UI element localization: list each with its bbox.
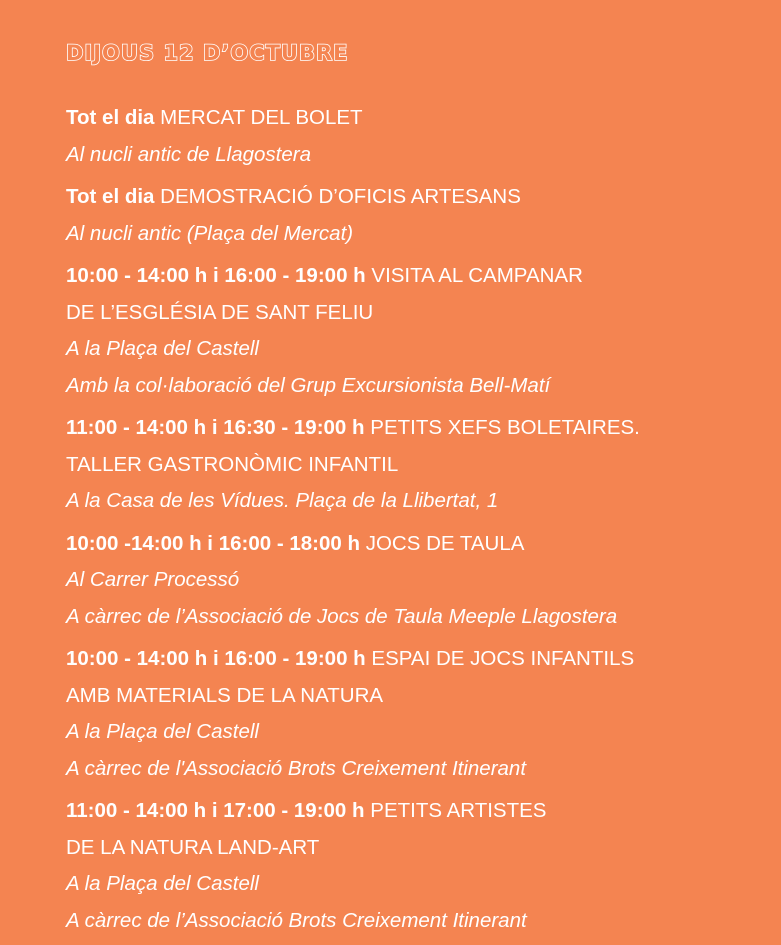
event-location: Al nucli antic (Plaça del Mercat)	[66, 221, 354, 245]
event-location: Al nucli antic de Llagostera	[66, 142, 312, 166]
event-title: VISITA AL CAMPANAR	[371, 264, 583, 287]
event-item	[66, 526, 756, 636]
event-list	[66, 100, 756, 939]
event-item	[66, 258, 756, 404]
event-location: A la Plaça del Castell	[66, 720, 259, 743]
event-item	[66, 100, 756, 173]
event-heading-line	[66, 830, 756, 867]
event-time: 10:00 - 14:00 h i 16:00 - 19:00 h	[66, 264, 366, 287]
event-title: TALLER GASTRONÒMIC INFANTIL	[66, 452, 399, 476]
event-heading-line	[66, 678, 756, 715]
event-location: A la Casa de les Vídues. Plaça de la Llibertat, 1	[66, 489, 499, 512]
event-credit: A càrrec de l'Associació Brots Creixement Itinerant	[66, 756, 527, 780]
event-item	[66, 179, 756, 252]
event-heading-line	[66, 179, 756, 216]
event-credit: A càrrec de l’Associació de Jocs de Taula Meeple Llagostera	[66, 604, 618, 628]
event-heading-line	[66, 258, 756, 295]
event-heading-line	[66, 641, 756, 678]
event-title: DE LA NATURA LAND-ART	[66, 835, 320, 859]
event-credit: A càrrec de l’Associació Brots Creixement Itinerant	[66, 908, 527, 932]
day-title: DIJOUS 12 D’OCTUBRE	[66, 41, 349, 65]
event-item	[66, 641, 756, 787]
event-title: JOCS DE TAULA	[365, 531, 525, 555]
event-title: PETITS XEFS BOLETAIRES.	[370, 416, 640, 439]
event-location: Al Carrer Processó	[66, 568, 240, 591]
event-time: Tot el dia	[66, 185, 155, 208]
event-time: 11:00 - 14:00 h i 16:30 - 19:00 h	[66, 416, 365, 439]
event-time: 10:00 -14:00 h i 16:00 - 18:00 h	[66, 531, 360, 555]
event-heading-line	[66, 295, 756, 332]
event-heading-line	[66, 100, 756, 137]
event-heading-line	[66, 410, 756, 447]
event-title: MERCAT DEL BOLET	[160, 106, 363, 129]
event-location: A la Plaça del Castell	[66, 872, 259, 895]
event-title: DE L’ESGLÉSIA DE SANT FELIU	[66, 300, 374, 324]
event-heading-line	[66, 447, 756, 484]
event-heading-line	[66, 526, 756, 563]
event-title: ESPAI DE JOCS INFANTILS	[371, 647, 635, 670]
event-title: DEMOSTRACIÓ D’OFICIS ARTESANS	[160, 185, 521, 208]
event-item	[66, 410, 756, 520]
event-time: Tot el dia	[66, 106, 155, 129]
event-time: 11:00 - 14:00 h i 17:00 - 19:00 h	[66, 799, 365, 822]
event-item	[66, 793, 756, 939]
event-heading-line	[66, 793, 756, 830]
event-title: AMB MATERIALS DE LA NATURA	[66, 683, 384, 707]
program-page	[66, 38, 756, 939]
event-time: 10:00 - 14:00 h i 16:00 - 19:00 h	[66, 647, 366, 670]
event-title: PETITS ARTISTES	[370, 799, 547, 822]
event-location: A la Plaça del Castell	[66, 337, 259, 360]
event-credit: Amb la col·laboració del Grup Excursionista Bell-Matí	[66, 373, 551, 397]
